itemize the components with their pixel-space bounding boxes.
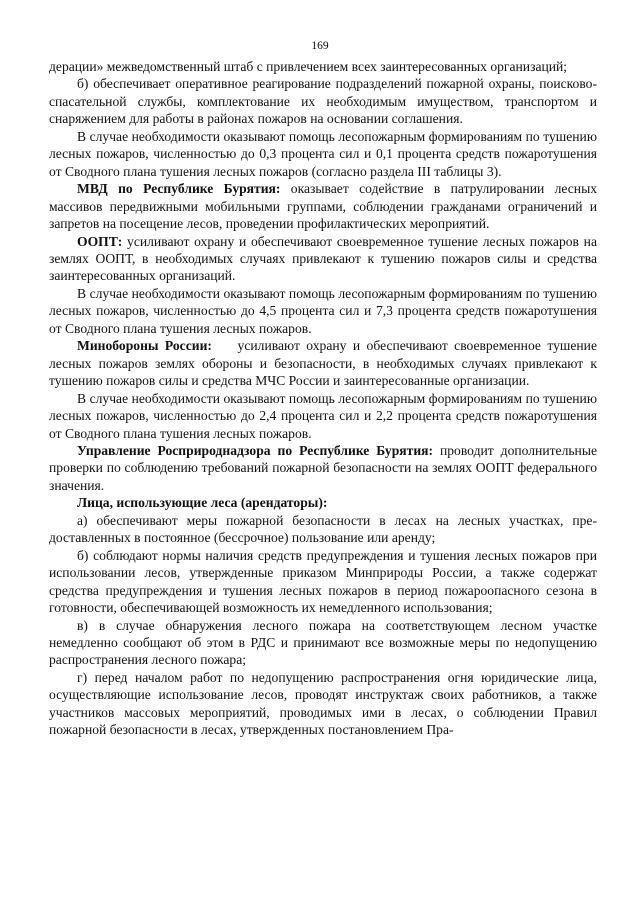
heading-oopt: ООПТ: xyxy=(77,233,123,249)
heading-rosprirodnadzor: Управление Росприроднадзора по Республике Бурятия: xyxy=(77,442,434,458)
heading-minoborony: Минобороны России: xyxy=(77,338,212,354)
body-text xyxy=(49,58,601,739)
heading-mvd: МВД по Республике Бурятия: xyxy=(77,181,281,197)
paragraph-1: дерации» межведомственный штаб с привлечением всех заинтересованных организаций; xyxy=(49,59,568,74)
heading-arendatory: Лица, использующие леса (арендаторы): xyxy=(77,495,328,511)
page-number: 169 xyxy=(311,40,329,52)
paragraph-minoborony xyxy=(49,337,601,389)
paragraph-a: а) обеспечивают меры пожарной безопасности в лесах на лесных участках, предоставленных в постоянное (бессрочное) пользование или аренду; xyxy=(49,512,597,546)
paragraph-v: в) в случае обнаружения лесного пожара на соответствующем лесном участке немедленно сообщают об этом в РДС и принимают все возможные меры по недопущению распространения лесного пожара; xyxy=(49,617,597,668)
text-oopt: усиливают охрану и обеспечивают своевременное тушение лесных пожаров на землях ООПТ, в необходимых случаях привлекают к тушению пожаров силы и средства заинтересованных организаций. xyxy=(49,233,597,284)
paragraph-rosprirodnadzor xyxy=(49,442,597,494)
text-mvd: оказывает содействие в патрулировании лесных массивов передвижными мобильными группами, соблюдении гражданами ограничений и запретов на посещение лесов, проведении профилактических мероприятий. xyxy=(49,181,598,232)
paragraph-oopt xyxy=(49,233,597,285)
paragraph-6: В случае необходимости оказывают помощь лесопожарным формированиям по тушению лесных пожаров, численностью до 4,5 процента сил и 7,3 процента средств пожаротушения от Сводного плана тушения лесных пожаров. xyxy=(49,285,597,336)
paragraph-2: б) обеспечивает оперативное реагирование подразделений пожарной охраны, поисково-спасательной службы, комплектование их необходимым имуществом, транспортом и снаряжением для работы в районах пожаров на основании соглашения. xyxy=(49,76,597,127)
text-rosprirodnadzor: проводит дополнительные проверки по соблюдению требований пожарной безопасности на землях ООПТ федерального значения. xyxy=(49,442,597,493)
paragraph-b: б) соблюдают нормы наличия средств предупреждения и тушения лесных пожаров при использовании лесов, утвержденные приказом Минприроды России, а также содержат средства предупреждения и тушения лесных пожаров в период пожароопасного сезона в готовности, обеспечивающей возможность их немедленного использования; xyxy=(49,547,597,616)
paragraph-g: г) перед началом работ по недопущению распространения огня юридические лица, осуществляющие использование лесов, проводят инструктаж своих работников, а также участников массовых мероприятий, проводимых ими в лесах, о соблюдении Правил пожарной безопасности в лесах, утвержденных постановлением Пра- xyxy=(49,669,597,738)
paragraph-mvd xyxy=(49,180,597,232)
paragraph-8: В случае необходимости оказывают помощь лесопожарным формированиям по тушению лесных пожаров, численностью до 2,4 процента сил и 2,2 процента средств пожаротушения от Сводного плана тушения лесных пожаров. xyxy=(49,390,597,441)
text-minoborony: усиливают охрану и обеспечивают своевременное тушение лесных пожаров землях обороны и безопасности, в необходимых случаях привлекают к тушению пожаров силы и средства МЧС России и заинтересованные организации. xyxy=(49,338,601,389)
paragraph-3: В случае необходимости оказывают помощь лесопожарным формированиям по тушению лесных пожаров, численностью до 0,3 процента сил и 0,1 процента средств пожаротушения от Сводного плана тушения лесных пожаров (согласно раздела III таблицы 3). xyxy=(49,128,597,179)
paragraph-arendatory xyxy=(49,494,597,511)
